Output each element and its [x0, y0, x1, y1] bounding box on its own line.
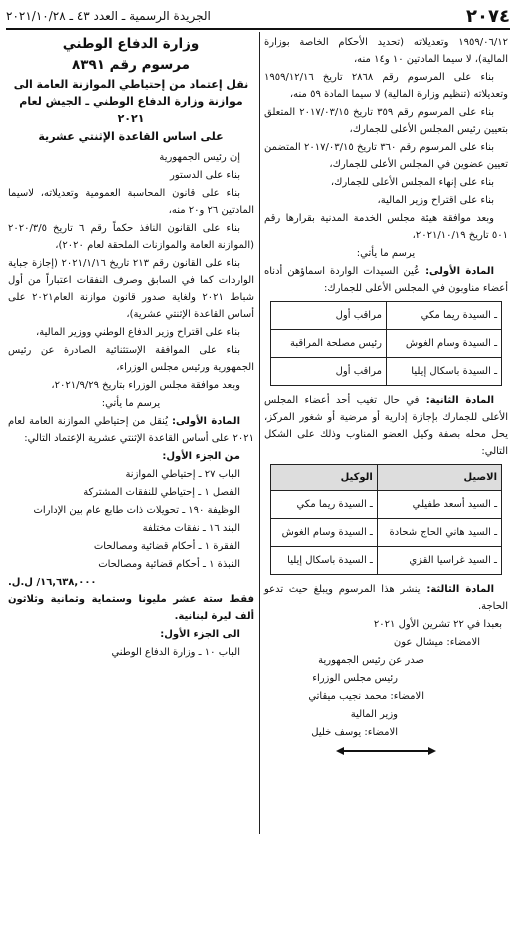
table-row [271, 330, 502, 358]
member-name: ـ السيدة وسام الغوش [386, 330, 501, 358]
agent-name: ـ السيدة باسكال إيليا [271, 547, 378, 575]
paragraph: وبعد موافقة مجلس الوزراء بتاريخ ٢٠٢١/٩/٢٩، [51, 380, 240, 391]
ministry-title: وزارة الدفاع الوطني [62, 36, 200, 52]
agent-name: ـ السيدة وسام الغوش [271, 519, 378, 547]
header-principal: الاصيل [377, 465, 501, 491]
article-text: يُنقل من إحتياطي الموازنة العامة لعام ٢٠٢١ على أساس القاعدة الإثنتي عشرية الإعتماد التالي: [8, 416, 254, 444]
paragraph: إن رئيس الجمهورية [159, 152, 240, 163]
decree-number: مرسوم رقم ٨٣٩١ [72, 57, 190, 73]
page-number: ٢٠٧٤ [466, 5, 510, 27]
decree-line: يرسم ما يأتي: [101, 398, 161, 409]
paragraph: بناء على القانون النافذ حكماً رقم ٦ تاريخ ٢٠٢٠/٣/٥ (الموازنة العامة والموازنات الملحقة لعام ٢٠٢٠)، [8, 223, 254, 251]
principal-name: ـ السيد هاني الحاج شحادة [377, 519, 501, 547]
article-text: في حال تغيب أحد أعضاء المجلس الأعلى للجمارك بإجازة إدارية أو مرضية أو شغور المركز، يحل محله بصفة وكيل العضو المناوب وذلك على الشكل التالي: [264, 395, 508, 457]
member-role: مراقب أول [271, 302, 387, 330]
paragraph: بناء على القانون رقم ٢١٣ تاريخ ٢٠٢١/١/١٦ (إجازة جباية الواردات كما في السابق وصرف النفقات اعتباراً من أول شباط ٢٠٢١ ولغاية صدور قانون موازنة العام٢٠٢١ على أساس القاعدة الإثنتي عشرية)، [8, 258, 254, 320]
table-row [271, 491, 502, 519]
issued-by: صدر عن رئيس الجمهورية [318, 655, 424, 666]
article-3 [264, 581, 508, 615]
from-part-label: من الجزء الأول: [162, 451, 240, 462]
member-role: مراقب أول [271, 358, 387, 386]
paragraph: بناء على قانون المحاسبة العمومية وتعديلاته، لاسيما المادتين ٢٦ و٢٠ منه، [8, 188, 254, 216]
pm-title: رئيس مجلس الوزراء [312, 673, 398, 684]
member-name: ـ السيدة باسكال إيليا [386, 358, 501, 386]
article-label: المادة الثانية: [425, 395, 494, 406]
amount-total [8, 574, 97, 591]
pm-signature: الامضاء: محمد نجيب ميقاتي [308, 691, 424, 702]
signature-block [264, 616, 508, 742]
decree-title: نقل إعتماد من إحتياطي الموازنة العامة الى موازنة وزارة الدفاع الوطني ـ الجيش لعام ٢٠٢١ [13, 78, 249, 125]
signature-date: بعبدا في ٢٢ تشرين الأول ٢٠٢١ [373, 619, 502, 630]
paragraph: بناء على المرسوم رقم ٢٨٦٨ تاريخ ١٩٥٩/١٢/١٦ وتعديلاته (تنظيم وزارة المالية) لا سيما المادة ٥٩ منه، [264, 72, 508, 100]
table-header-row [271, 465, 502, 491]
paragraph: بناء على الدستور [170, 170, 240, 181]
budget-item: البند ١٦ ـ نفقات مختلفة [142, 523, 240, 534]
budget-item: الباب ٢٧ ـ إحتياطي الموازنة [125, 469, 240, 480]
article-label: المادة الأولى: [425, 266, 494, 277]
amount-line [8, 574, 254, 591]
column-divider [259, 32, 260, 834]
budget-item: الفصل ١ ـ إحتياطي للنفقات المشتركة [83, 487, 240, 498]
article-text: عُين السيدات الواردة اسماؤهن أدناه أعضاء مناوبون في المجلس الأعلى للجمارك: [264, 266, 508, 294]
page-header [6, 4, 510, 30]
gazette-title: الجريدة الرسمية ـ العدد ٤٣ ـ ٢٠٢١/١٠/٢٨ [6, 9, 211, 23]
paragraph: بناء على اقتراح وزير الدفاع الوطني ووزير المالية، [36, 327, 240, 338]
paragraph: بناء على المرسوم رقم ٣٦٠ تاريخ ٢٠١٧/٠٣/١٥ المتضمن تعيين عضوين في المجلس الأعلى للجمارك، [264, 142, 508, 170]
budget-item: الفقرة ١ ـ أحكام قضائية ومصالحات [93, 541, 240, 552]
members-table [270, 301, 502, 386]
amount-value: ١٦,٦٣٨,٠٠٠/ [36, 577, 97, 588]
amount-currency: ل.ل. [8, 577, 33, 588]
finance-title: وزير المالية [350, 709, 398, 720]
decree-line: يرسم ما يأتي: [356, 248, 416, 259]
end-decoration-rule [336, 744, 436, 758]
article-text: ينشر هذا المرسوم ويبلغ حيث تدعو الحاجة. [264, 584, 508, 612]
article-1 [8, 413, 254, 447]
article-label: المادة الأولى: [172, 416, 240, 427]
article-1 [264, 263, 508, 297]
finance-signature: الامضاء: يوسف خليل [311, 727, 398, 738]
budget-item: النبذة ١ ـ أحكام قضائية ومصالحات [98, 559, 240, 570]
delegates-table [270, 464, 502, 575]
president-signature: الامضاء: ميشال عون [393, 637, 480, 648]
paragraph: بناء على المرسوم رقم ٣٥٩ تاريخ ٢٠١٧/٠٣/١٥ المتعلق بتعيين رئيس المجلس الأعلى للجمارك، [264, 107, 508, 135]
agent-name: ـ السيدة ريما مكي [271, 491, 378, 519]
left-column [8, 34, 254, 662]
decree-basis: على اساس القاعدة الإثنتي عشرية [38, 130, 224, 143]
principal-name: ـ السيد غراسيا القزي [377, 547, 501, 575]
paragraph: بناء على اقتراح وزير المالية، [377, 195, 494, 206]
to-part-label: الى الجزء الأول: [160, 629, 240, 640]
member-name: ـ السيدة ريما مكي [386, 302, 501, 330]
article-2 [264, 392, 508, 460]
table-row [271, 519, 502, 547]
budget-item: الوظيفة ١٩٠ ـ تحويلات ذات طابع عام بين الإدارات [33, 505, 240, 516]
header-agent: الوكيل [271, 465, 378, 491]
table-row [271, 358, 502, 386]
table-row [271, 302, 502, 330]
paragraph: بناء على إنهاء المجلس الأعلى للجمارك، [330, 177, 494, 188]
right-column [264, 34, 508, 758]
paragraph: ١٩٥٩/٠٦/١٢ وتعديلاته (تحديد الأحكام الخاصة بوزارة المالية)، لا سيما المادتين ١٠ و١٤ منه، [264, 37, 508, 65]
member-role: رئيس مصلحة المراقبة [271, 330, 387, 358]
article-label: المادة الثالثة: [426, 584, 494, 595]
paragraph: بناء على الموافقة الإستثنائية الصادرة عن رئيس الجمهورية ورئيس مجلس الوزراء، [8, 345, 254, 373]
paragraph: وبعد موافقة هيئة مجلس الخدمة المدنية بقرارها رقم ٥٠١ تاريخ ٢٠٢١/١٠/١٩، [264, 213, 508, 241]
budget-item: الباب ١٠ ـ وزارة الدفاع الوطني [111, 647, 240, 658]
amount-in-words: فقط ستة عشر مليونا وستماية وثمانية وثلاثون ألف ليرة لبنانية. [8, 594, 254, 622]
table-row [271, 547, 502, 575]
principal-name: ـ السيد أسعد طفيلي [377, 491, 501, 519]
